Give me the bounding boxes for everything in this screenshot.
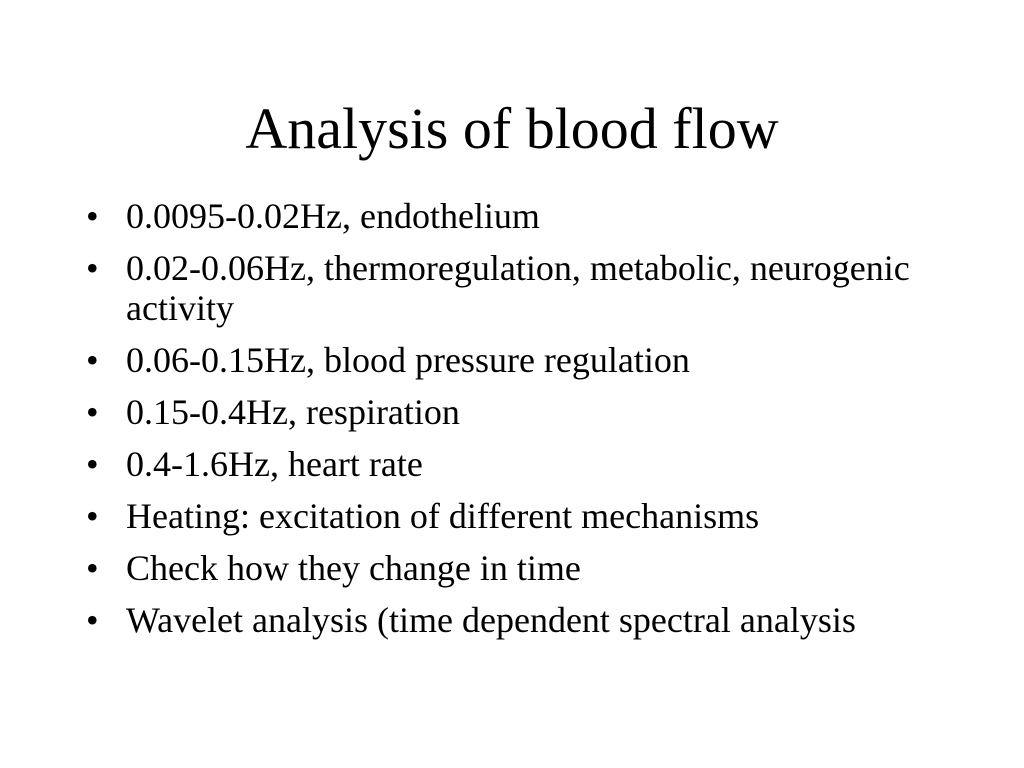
bullet-item: [82, 548, 962, 588]
bullet-item: [82, 496, 962, 536]
bullet-text: 0.15-0.4Hz, respiration: [126, 392, 460, 432]
bullet-text: Wavelet analysis (time dependent spectral analysis: [126, 600, 856, 640]
bullet-text: Check how they change in time: [126, 548, 581, 588]
bullet-icon: •: [86, 444, 99, 484]
bullet-item: [82, 340, 962, 380]
bullet-item: [82, 392, 962, 432]
bullet-item: [82, 196, 962, 236]
bullet-text: 0.4-1.6Hz, heart rate: [126, 444, 423, 484]
bullet-item: [82, 248, 962, 328]
bullet-item: [82, 444, 962, 484]
bullet-list: [82, 196, 962, 652]
bullet-icon: •: [86, 600, 99, 640]
bullet-text: 0.02-0.06Hz, thermoregulation, metabolic, neurogenic activity: [126, 248, 910, 328]
bullet-icon: •: [86, 496, 99, 536]
bullet-text: 0.0095-0.02Hz, endothelium: [126, 196, 540, 236]
bullet-icon: •: [86, 340, 99, 380]
bullet-text: Heating: excitation of different mechanisms: [126, 496, 760, 536]
slide-title: Analysis of blood flow: [245, 96, 779, 161]
bullet-icon: •: [86, 196, 99, 236]
bullet-icon: •: [86, 392, 99, 432]
bullet-icon: •: [86, 548, 99, 588]
bullet-text: 0.06-0.15Hz, blood pressure regulation: [126, 340, 690, 380]
bullet-icon: •: [86, 248, 99, 288]
bullet-item: [82, 600, 962, 640]
